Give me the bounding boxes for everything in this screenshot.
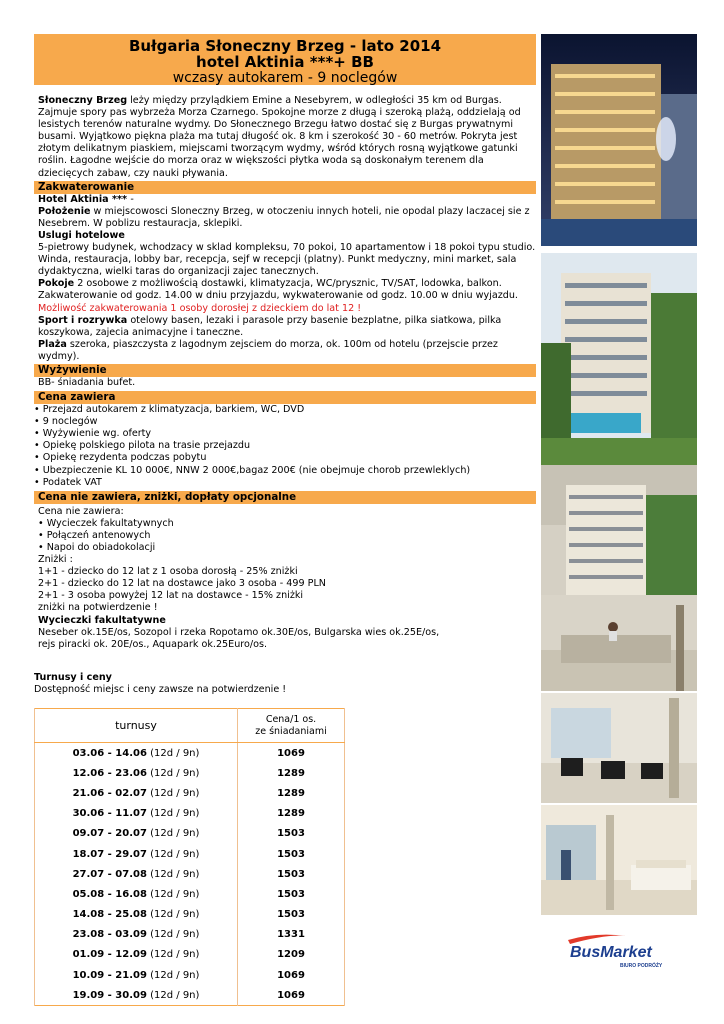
reception-photo xyxy=(541,595,697,691)
hotel-dash: - xyxy=(130,193,134,205)
turnus-duration: (12d / 9n) xyxy=(146,828,200,840)
turnus-dates: 03.06 - 14.06 xyxy=(72,747,147,759)
turnus-cell xyxy=(35,804,238,824)
section-cena-nie-zawiera: Cena nie zawiera, zniżki, dopłaty opcjonalne xyxy=(34,491,536,504)
list-item: • 9 noclegów xyxy=(34,416,536,428)
pokoje-label: Pokoje xyxy=(38,278,75,290)
list-item: • Opiekę polskiego pilota na trasie przejazdu xyxy=(34,440,536,452)
list-item: • Opiekę rezydenta podczas pobytu xyxy=(34,452,536,464)
plaza-label: Plaża xyxy=(38,338,67,350)
price-cell xyxy=(238,864,345,884)
list-item: • Wycieczek fakultatywnych xyxy=(38,518,536,530)
turnus-duration: (12d / 9n) xyxy=(146,989,200,1001)
busmarket-logo-mark xyxy=(566,930,676,970)
list-item: • Ubezpieczenie KL 10 000€, NNW 2 000€,bagaz 200€ (nie obejmuje chorob przewleklych) xyxy=(34,465,536,477)
turnus-dates: 30.06 - 11.07 xyxy=(72,808,147,820)
logo-sub-text: BIURO PODRÓŻY xyxy=(620,963,663,969)
price-cell xyxy=(238,905,345,925)
price-value: 1503 xyxy=(277,868,305,880)
turnus-duration: (12d / 9n) xyxy=(146,909,200,921)
lobby-photo xyxy=(541,693,697,803)
turnus-dates: 18.07 - 29.07 xyxy=(72,848,147,860)
turnus-cell xyxy=(35,985,238,1006)
price-value: 1503 xyxy=(277,848,305,860)
turnus-duration: (12d / 9n) xyxy=(146,868,200,880)
cena-nie-list xyxy=(38,518,536,554)
table-row xyxy=(35,743,345,764)
price-cell xyxy=(238,763,345,783)
list-item: • Wyżywienie wg. oferty xyxy=(34,428,536,440)
wycieczki-label: Wycieczki fakultatywne xyxy=(38,614,166,626)
plaza-text: szeroka, piaszczysta z lagodnym zejsciem do morza, ok. 100m od hotelu (przejscie przez wydmy). xyxy=(38,338,498,362)
hotel-night-photo xyxy=(541,34,697,246)
hotel-day-photo xyxy=(541,253,697,465)
offer-content xyxy=(34,34,536,651)
turnus-duration: (12d / 9n) xyxy=(146,929,200,941)
znizka-line: 2+1 - 3 osoba powyżej 12 lat na dostawce - 15% zniżki xyxy=(38,590,304,602)
znizka-line: 2+1 - dziecko do 12 lat na dostawce jako 3 osoba - 499 PLN xyxy=(38,578,326,590)
turnus-dates: 10.09 - 21.09 xyxy=(72,969,147,981)
price-cell xyxy=(238,824,345,844)
uslugi-label: Uslugi hotelowe xyxy=(38,229,125,241)
turnus-dates: 14.08 - 25.08 xyxy=(72,909,147,921)
price-value: 1503 xyxy=(277,888,305,900)
logo-brand-text: BusMarket xyxy=(570,944,652,961)
polozenie-label: Położenie xyxy=(38,205,91,217)
turnus-cell xyxy=(35,925,238,945)
turnus-dates: 23.08 - 03.09 xyxy=(72,929,147,941)
uslugi-text: 5-pietrowy budynek, wchodzacy w sklad kompleksu, 70 pokoi, 10 apartamentow i 18 pokoi typu studio. Winda, restauracja, lobby bar, recepcja, sejf w recepcji (platny). Punkt medyczny, mini market, sala dydaktyczna, wielki taras do organizacji zajec tanecznych. xyxy=(38,242,536,278)
znizki-label: Zniżki : xyxy=(38,554,73,566)
turnus-dates: 21.06 - 02.07 xyxy=(72,787,147,799)
busmarket-logo xyxy=(566,930,676,970)
turnus-duration: (12d / 9n) xyxy=(146,888,200,900)
price-cell xyxy=(238,884,345,904)
price-cell xyxy=(238,945,345,965)
turnus-duration: (12d / 9n) xyxy=(146,808,200,820)
section-wyzywienie: Wyżywienie xyxy=(34,364,536,377)
price-value: 1503 xyxy=(277,909,305,921)
turnus-dates: 01.09 - 12.09 xyxy=(72,949,147,961)
turnus-dates: 27.07 - 07.08 xyxy=(72,868,147,880)
sport-label: Sport i rozrywka xyxy=(38,314,128,326)
turnus-cell xyxy=(35,965,238,985)
price-cell xyxy=(238,743,345,764)
turnus-duration: (12d / 9n) xyxy=(146,848,200,860)
price-value: 1289 xyxy=(277,787,305,799)
turnus-duration: (12d / 9n) xyxy=(146,767,200,779)
table-row xyxy=(35,783,345,803)
intro-bold: Słoneczny Brzeg xyxy=(38,95,128,106)
table-row xyxy=(35,965,345,985)
turnusy-heading: Turnusy i ceny xyxy=(34,672,112,683)
table-row xyxy=(35,763,345,783)
hotel-title: hotel Aktinia ***+ BB xyxy=(196,53,374,71)
turnus-cell xyxy=(35,864,238,884)
price-value: 1069 xyxy=(277,747,305,759)
cena-nie-intro: Cena nie zawiera: xyxy=(38,505,124,517)
table-row xyxy=(35,824,345,844)
section-zakwaterowanie: Zakwaterowanie xyxy=(34,181,536,194)
wycieczki-line: rejs piracki ok. 20E/os., Aquapark ok.25Euro/os. xyxy=(38,638,268,650)
price-value: 1503 xyxy=(277,828,305,840)
turnus-dates: 09.07 - 20.07 xyxy=(72,828,147,840)
price-value: 1209 xyxy=(277,949,305,961)
turnus-cell xyxy=(35,783,238,803)
turnusy-note: Dostępność miejsc i ceny zawsze na potwierdzenie ! xyxy=(34,684,287,696)
price-table-body xyxy=(35,743,345,1006)
price-cell xyxy=(238,844,345,864)
wycieczki-line: Neseber ok.15E/os, Sozopol i rzeka Ropotamo ok.30E/os, Bulgarska wies ok.25E/os, xyxy=(38,626,440,638)
list-item: • Przejazd autokarem z klimatyzacja, barkiem, WC, DVD xyxy=(34,404,536,416)
price-cell xyxy=(238,925,345,945)
price-value: 1331 xyxy=(277,929,305,941)
turnusy-intro xyxy=(34,672,504,696)
price-value: 1069 xyxy=(277,969,305,981)
table-row xyxy=(35,844,345,864)
price-value: 1289 xyxy=(277,767,305,779)
pokoje-text: 2 osobowe z możliwością dostawki, klimatyzacja, WC/prysznic, TV/SAT, lodowka, balkon. Zakwaterowanie od godz. 14.00 w dniu przyjazdu, wykwaterowanie od godz. 10.00 w dniu wyjazdu. xyxy=(38,278,518,302)
turnus-cell xyxy=(35,824,238,844)
turnus-cell xyxy=(35,743,238,764)
table-row xyxy=(35,804,345,824)
sport-text: otelowy basen, lezaki i parasole przy basenie bezplatne, pilka siatkowa, pilka koszykowa, zajecia animacyjne i taneczne. xyxy=(38,314,502,338)
cena-zawiera-list xyxy=(34,404,536,489)
znizka-line: zniżki na potwierdzenie ! xyxy=(38,602,158,614)
intro-paragraph xyxy=(34,95,536,180)
turnus-duration: (12d / 9n) xyxy=(146,747,200,759)
turnus-cell xyxy=(35,763,238,783)
offer-header xyxy=(34,34,536,85)
znizka-line: 1+1 - dziecko do 12 lat z 1 osoba dorosłą - 25% zniżki xyxy=(38,566,298,578)
offer-subtitle: wczasy autokarem - 9 noclegów xyxy=(172,70,398,86)
turnus-duration: (12d / 9n) xyxy=(146,969,200,981)
list-item: • Podatek VAT xyxy=(34,477,536,489)
single-parent-note: Możliwość zakwaterowania 1 osoby dorosłej z dzieckiem do lat 12 ! xyxy=(38,302,362,314)
cena-nie-block xyxy=(34,506,536,651)
turnus-cell xyxy=(35,884,238,904)
price-cell xyxy=(238,985,345,1006)
turnus-cell xyxy=(35,844,238,864)
turnus-dates: 12.06 - 23.06 xyxy=(72,767,147,779)
hotel-name: Hotel Aktinia *** xyxy=(38,193,131,205)
wyzywienie-text: BB- śniadania bufet. xyxy=(38,376,136,388)
table-row xyxy=(35,905,345,925)
lounge-photo xyxy=(541,805,697,915)
list-item: • Połączeń antenowych xyxy=(38,530,536,542)
column-header-turnusy: turnusy xyxy=(35,709,238,743)
polozenie-text: w miejscowosci Sloneczny Brzeg, w otoczeniu innych hoteli, nie opodal plazy laczacej sie z Nesebrem. W poblizu restauracja, sklepiki. xyxy=(38,205,530,229)
price-cell xyxy=(238,783,345,803)
offer-title: Bułgaria Słoneczny Brzeg - lato 2014 xyxy=(128,37,442,55)
table-row xyxy=(35,925,345,945)
turnus-dates: 19.09 - 30.09 xyxy=(72,989,147,1001)
table-header-row xyxy=(35,709,345,743)
column-header-price xyxy=(238,709,345,743)
turnus-duration: (12d / 9n) xyxy=(146,787,200,799)
table-row xyxy=(35,884,345,904)
table-row xyxy=(35,945,345,965)
price-table xyxy=(34,708,345,1006)
turnus-duration: (12d / 9n) xyxy=(146,949,200,961)
section-cena-zawiera: Cena zawiera xyxy=(34,391,536,404)
price-value: 1069 xyxy=(277,989,305,1001)
price-cell xyxy=(238,965,345,985)
price-cell xyxy=(238,804,345,824)
table-row xyxy=(35,864,345,884)
price-header-line2: ze śniadaniami xyxy=(255,725,327,737)
intro-text: leży między przylądkiem Emine a Nesebyrem, w odległości 35 km od Burgas. Zajmuje spory pas wybrzeża Morza Czarnego. Spokojne morze z długą i szeroką plażą, oddzielają od lesistych terenów naturalne wydmy. Do Słonecznego Brzegu łatwo dostać się z Burgas prywatnymi busami. Wyjątkowo piękna plaża ma tutaj długość ok. 8 km i szerokość 30 - 60 metrów. Pokryta jest złotym delikatnym piaskiem, miejscami tworzącym wydmy, wśród których rosną wyjątkowe gatunki roślin. Łagodne wejście do morza oraz w większości płytka woda są doskonałym terenem dla dziecięcych zabaw, czy nauki pływania. xyxy=(38,95,521,179)
accommodation-block xyxy=(34,194,536,363)
price-header-line1: Cena/1 os. xyxy=(265,713,317,725)
turnus-cell xyxy=(35,945,238,965)
table-row xyxy=(35,985,345,1006)
turnus-dates: 05.08 - 16.08 xyxy=(72,888,147,900)
turnus-cell xyxy=(35,905,238,925)
list-item: • Napoi do obiadokolacji xyxy=(38,542,536,554)
price-value: 1289 xyxy=(277,808,305,820)
